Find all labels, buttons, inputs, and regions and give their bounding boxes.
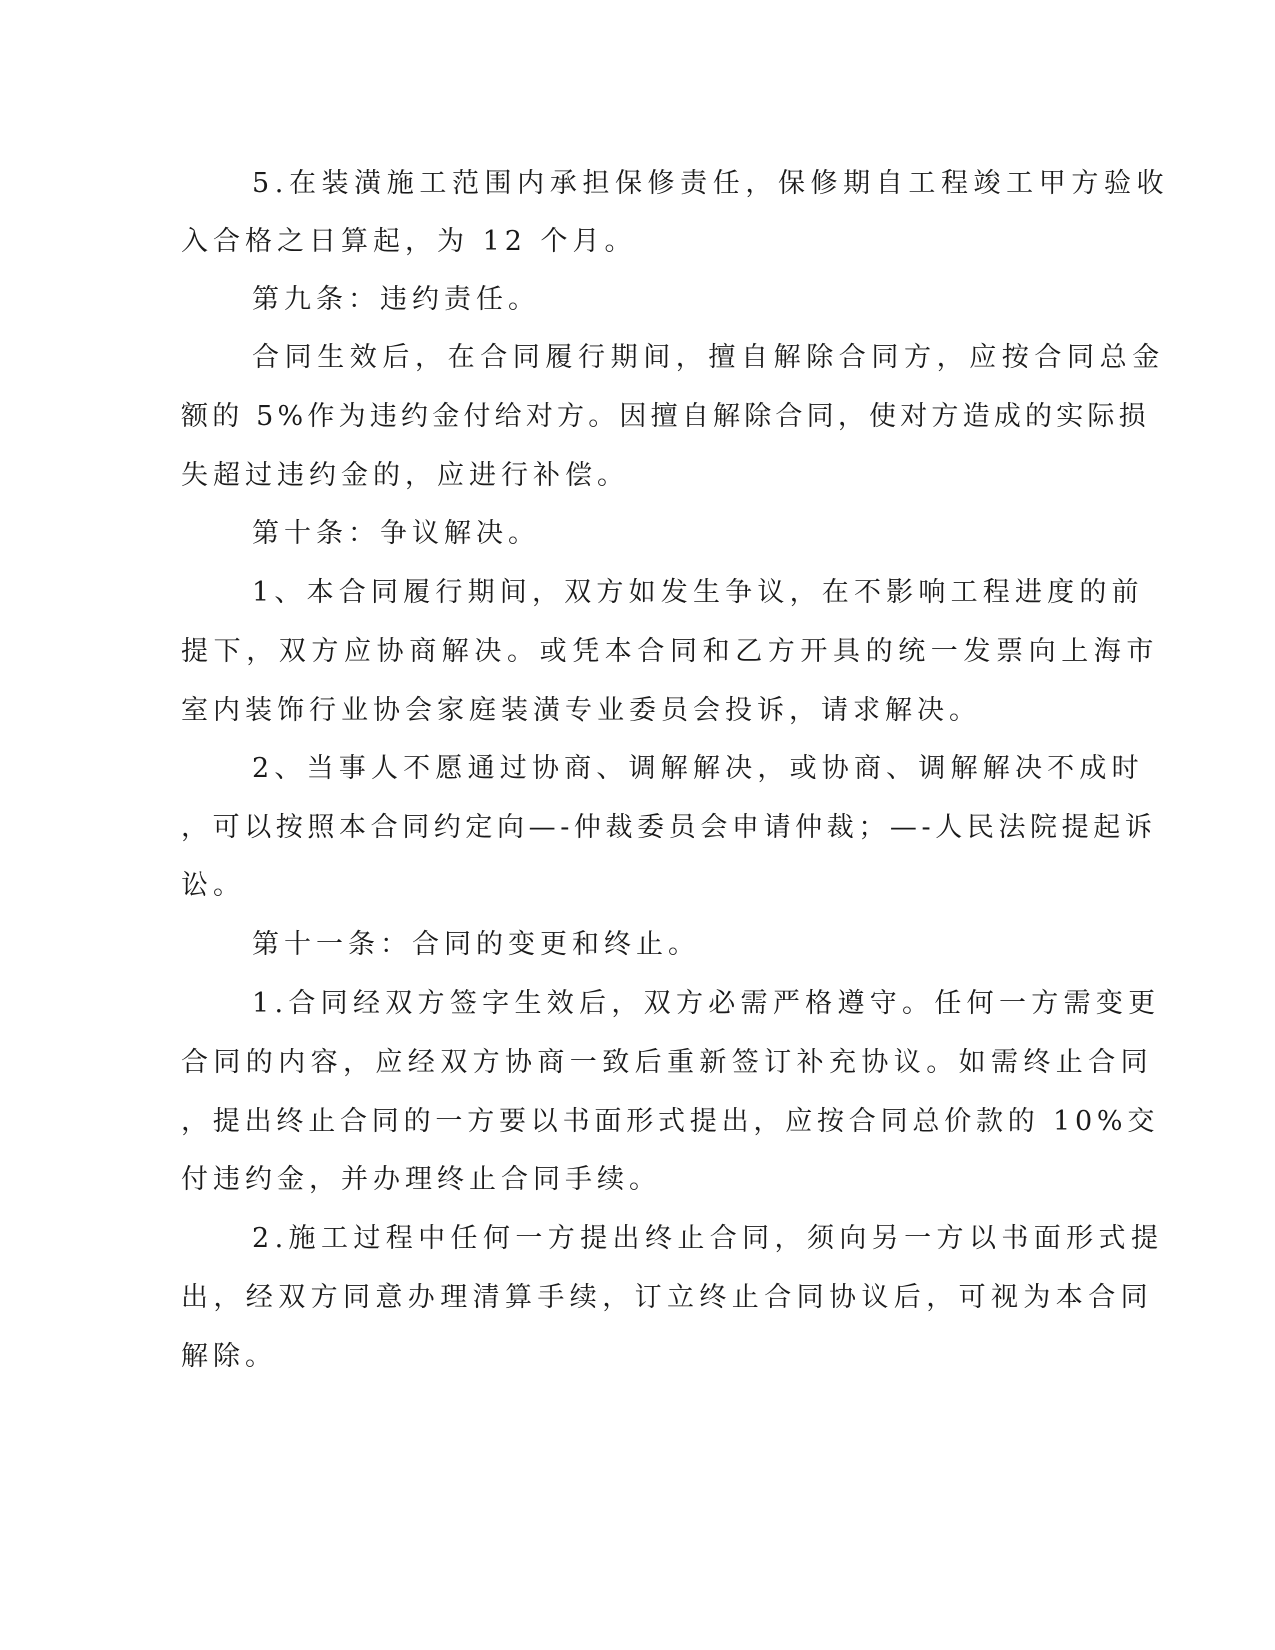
text-line: 1、本合同履行期间，双方如发生争议，在不影响工程进度的前 — [252, 577, 1144, 608]
text-line: 第十条：争议解决。 — [252, 518, 540, 549]
text-line: 2、当事人不愿通过协商、调解解决，或协商、调解解决不成时 — [252, 753, 1144, 784]
text-line: 失超过违约金的，应进行补偿。 — [181, 460, 629, 491]
text-line: 出，经双方同意办理清算手续，订立终止合同协议后，可视为本合同 — [181, 1282, 1153, 1313]
text-line: 2.施工过程中任何一方提出终止合同，须向另一方以书面形式提 — [252, 1223, 1164, 1254]
text-line: 提下，双方应协商解决。或凭本合同和乙方开具的统一发票向上海市 — [181, 636, 1159, 667]
text-line: 1.合同经双方签字生效后，双方必需严格遵守。任何一方需变更 — [252, 988, 1161, 1019]
text-line: 讼。 — [181, 870, 245, 901]
text-line: 付违约金，并办理终止合同手续。 — [181, 1164, 661, 1195]
text-line: 合同的内容，应经双方协商一致后重新签订补充协议。如需终止合同 — [181, 1047, 1153, 1078]
text-line: 合同生效后，在合同履行期间，擅自解除合同方，应按合同总金 — [252, 342, 1165, 373]
text-line: 解除。 — [181, 1341, 277, 1372]
text-line: 第十一条：合同的变更和终止。 — [252, 929, 700, 960]
text-line: 额的 5%作为违约金付给对方。因擅自解除合同，使对方造成的实际损 — [181, 401, 1150, 432]
text-line: 第九条：违约责任。 — [252, 284, 540, 315]
text-line: 5.在装潢施工范围内承担保修责任，保修期自工程竣工甲方验收 — [252, 168, 1170, 199]
text-line: 室内装饰行业协会家庭装潢专业委员会投诉，请求解决。 — [181, 695, 981, 726]
text-line: 入合格之日算起，为 12 个月。 — [181, 226, 637, 257]
text-line: ，提出终止合同的一方要以书面形式提出，应按合同总价款的 10%交 — [181, 1106, 1160, 1137]
text-line: ，可以按照本合同约定向—-仲裁委员会申请仲裁；—-人民法院提起诉 — [181, 812, 1157, 843]
